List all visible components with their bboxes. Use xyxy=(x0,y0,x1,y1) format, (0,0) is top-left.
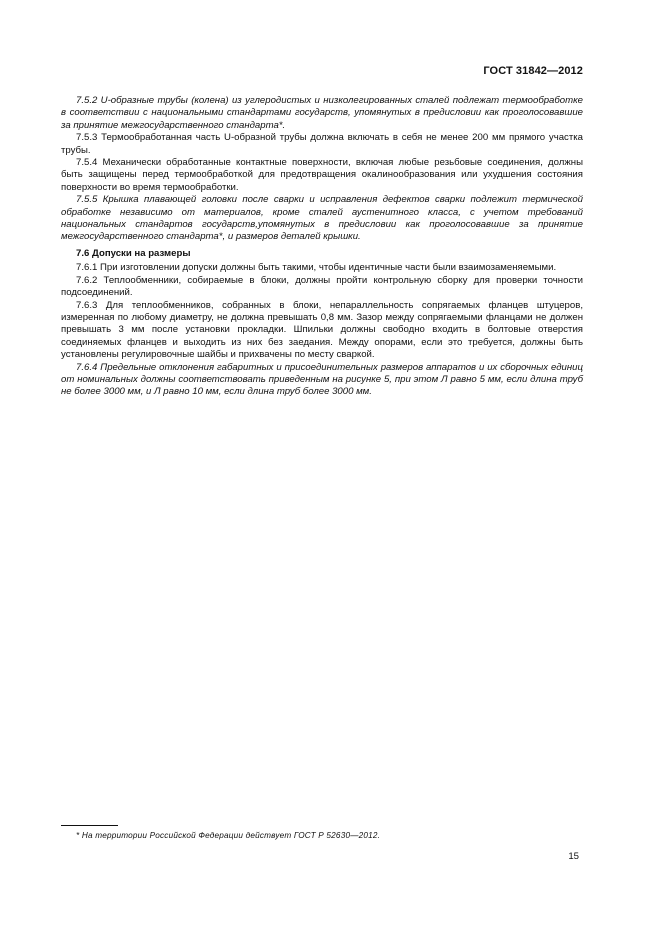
section-heading-7-6: 7.6 Допуски на размеры xyxy=(76,247,191,259)
paragraph-7-6-2: 7.6.2 Теплообменники, собираемые в блоки, должны пройти контрольную сборку для проверки точности подсоединений. xyxy=(61,274,583,299)
document-body xyxy=(61,95,583,399)
footnote: * На территории Российской Федерации действует ГОСТ Р 52630—2012. xyxy=(76,831,381,840)
paragraph-7-6-3: 7.6.3 Для теплообменников, собранных в блоки, непараллельность сопрягаемых фланцев штуцеров, измеренная по любому диаметру, не должна превышать 0,8 мм. Зазор между сопрягаемыми фланцами не должен превышать 3 мм после установки прокладки. Шпильки должны свободно входить в болтовые отверстия соединяемых фланцев и выходить из них без заедания. Между опорами, если это требуется, должны быть установлены регулировочные шайбы и прихвачены по месту сваркой. xyxy=(61,299,583,361)
paragraph-7-5-3: 7.5.3 Термообработанная часть U-образной трубы должна включать в себя не менее 200 мм прямого участка трубы. xyxy=(61,132,583,156)
paragraph-7-5-5: 7.5.5 Крышка плавающей головки после сварки и исправления дефектов сварки подлежит термической обработке независимо от материалов, кроме сталей аустенитного класса, с учетом требований национальных стандартов государств,упомянутых в предисловии как проголосовавшие за принятие межгосударственного стандарта*, и размеров деталей крышки. xyxy=(61,194,583,243)
paragraph-7-5-4: 7.5.4 Механически обработанные контактные поверхности, включая любые резьбовые соединения, должны быть защищены перед термообработкой для предотвращения окалинообразования или ухудшения состояния поверхности во время термообработки. xyxy=(61,157,583,193)
document-id-header: ГОСТ 31842—2012 xyxy=(483,65,583,77)
paragraph-7-5-2: 7.5.2 U-образные трубы (колена) из углеродистых и низколегированных сталей подлежат термообработке в соответствии с национальными стандартами государств, упомянутых в предисловии как проголосовавшие за принятие межгосударственного стандарта*. xyxy=(61,95,583,131)
page-number: 15 xyxy=(568,851,579,862)
paragraph-7-6-4: 7.6.4 Предельные отклонения габаритных и присоединительных размеров аппаратов и их сборочных единиц от номинальных должны соответствовать приведенным на рисунке 5, при этом Л равно 5 мм, если длина труб не более 3000 мм, и Л равно 10 мм, если длина труб более 3000 мм. xyxy=(61,361,583,398)
footnote-divider xyxy=(61,825,118,826)
paragraph-7-6-1: 7.6.1 При изготовлении допуски должны быть такими, чтобы идентичные части были взаимозаменяемыми. xyxy=(76,262,557,274)
